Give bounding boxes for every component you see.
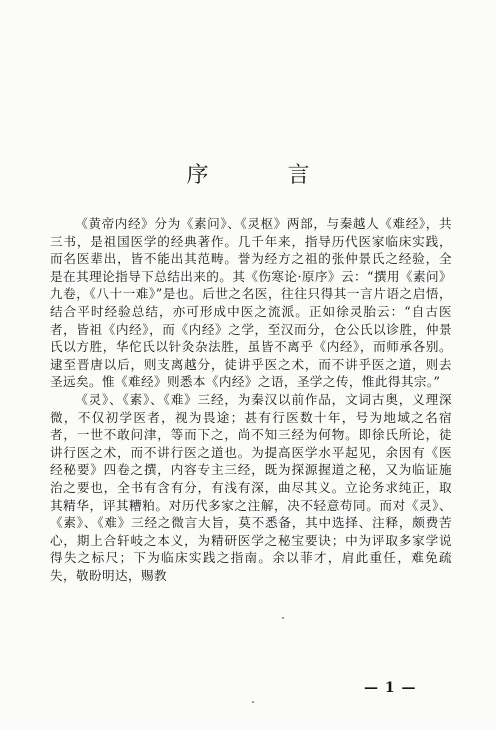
preface-title: 序 言: [186, 163, 346, 188]
preface-body: [50, 215, 452, 584]
scan-speck: [282, 617, 284, 619]
paragraph-2: 《灵》、《素》、《难》三经，为秦汉以前作品，文词古奥，义理深微，不仅初学医者，视为畏途；甚有行医数十年，号为地域之名宿者，一世不敢问津，等而下之，尚不知三经为何物。即徐氏所论，徒讲行医之术，而不讲行医之道也。为提高医学水平起见，余因有《医经秘要》四卷之撰，内容专主三经，既为探源握道之秘，又为临证施治之要也，全书有含有分，有浅有深，曲尽其义。立论务求纯正，取其精华，评其糟粕。对历代多家之注解，决不轻意苟同。而对《灵》、《素》、《难》三经之微言大旨，莫不悉备，其中选择、注释，颇费苦心，期上合轩岐之本义，为精研医学之秘宝要诀；中为评取多家学说得失之标尺；下为临床实践之指南。余以菲才，肩此重任，难免疏失，敬盼明达，赐教: [50, 391, 452, 583]
scan-speck: [252, 701, 254, 703]
paragraph-1: 《黄帝内经》分为《素问》、《灵枢》两部，与秦越人《难经》，共三书，是祖国医学的经典著作。几千年来，指导历代医家临床实践，而名医辈出，皆不能出其范畴。誉为经方之祖的张仲景氏之经验，全是在其理论指导下总结出来的。其《伤寒论·原序》云：“撰用《素问》九卷，《八十一难》”是也。后世之名医，往往只得其一言片语之启悟，结合平时经验总结，亦可形成中医之流派。正如徐灵胎云：“自古医者，皆祖《内经》，而《内经》之学，至汉而分，仓公氏以诊胜，仲景氏以方胜，华佗氏以针灸杂法胜，虽皆不离乎《内经》，而师承各别。逮至晋唐以后，则支离越分，徒讲乎医之术，而不讲乎医之道，则去圣远矣。惟《难经》则悉本《内经》之语，圣学之传，惟此得其宗。”: [50, 216, 452, 390]
page-number: — 1 —: [364, 680, 417, 696]
